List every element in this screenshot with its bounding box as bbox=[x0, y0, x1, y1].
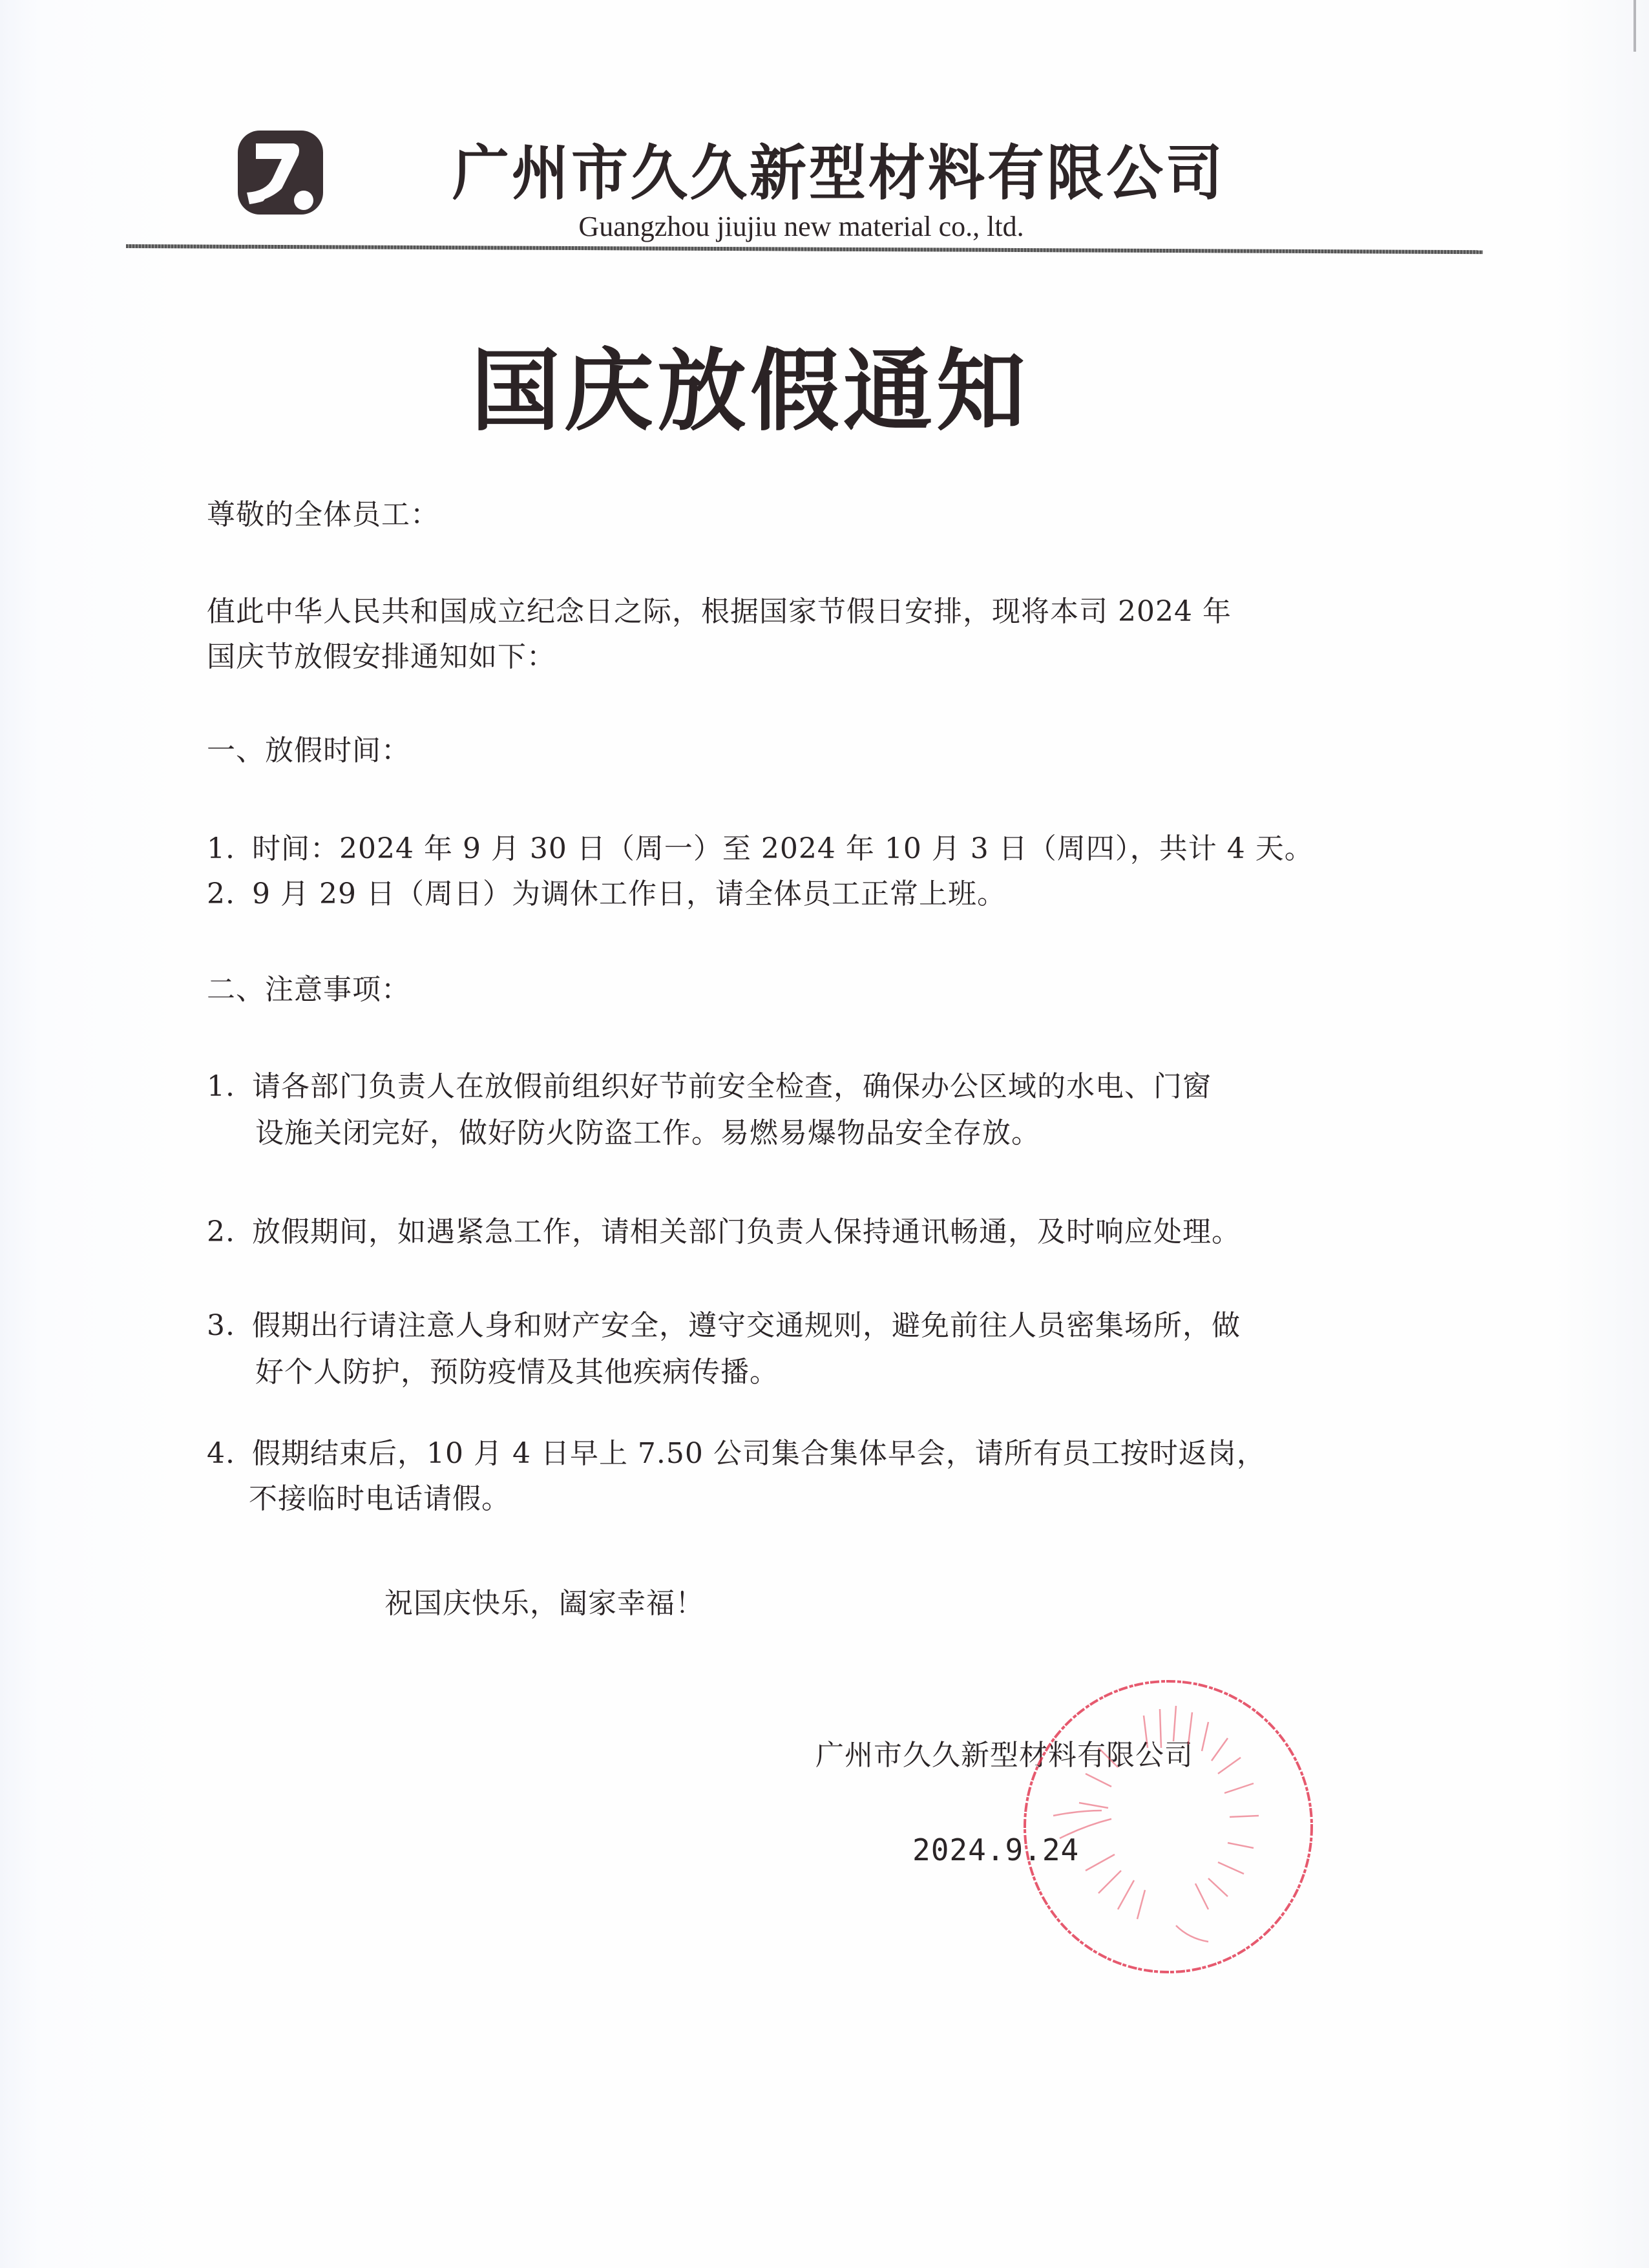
section-2-item-3-cont: 好个人防护，预防疫情及其他疾病传播。 bbox=[255, 1356, 779, 1389]
signature-company: 广州市久久新型材料有限公司 bbox=[815, 1739, 1193, 1772]
item-text: 请各部门负责人在放假前组织好节前安全检查，确保办公区域的水电、门窗 bbox=[252, 1070, 1212, 1103]
section-2-item-1-cont: 设施关闭完好，做好防火防盗工作。易燃易爆物品安全存放。 bbox=[255, 1117, 1040, 1150]
section-2-item-2 bbox=[207, 1215, 1241, 1248]
company-seal-icon bbox=[1014, 1677, 1318, 1980]
item-text: 假期出行请注意人身和财产安全，遵守交通规则，避免前往人员密集场所，做 bbox=[252, 1309, 1241, 1342]
section-2-heading: 二、注意事项： bbox=[207, 973, 410, 1006]
item-text: 9 月 29 日（周日）为调休工作日，请全体员工正常上班。 bbox=[252, 877, 1006, 910]
item-text: 假期结束后，10 月 4 日早上 7.50 公司集合集体早会，请所有员工按时返岗， bbox=[252, 1437, 1266, 1470]
section-2-item-4-cont: 不接临时电话请假。 bbox=[249, 1482, 510, 1515]
item-number: 1. bbox=[207, 1070, 235, 1103]
signature-date: 2024.9.24 bbox=[912, 1832, 1080, 1867]
item-text: 放假期间，如遇紧急工作，请相关部门负责人保持通讯畅通，及时响应处理。 bbox=[252, 1215, 1241, 1248]
item-number: 4. bbox=[207, 1437, 235, 1470]
intro-line-1: 值此中华人民共和国成立纪念日之际，根据国家节假日安排，现将本司 2024 年 bbox=[207, 595, 1232, 628]
scan-edge-mark bbox=[1633, 0, 1636, 52]
intro-line-2: 国庆节放假安排通知如下： bbox=[207, 640, 556, 673]
section-2-item-3 bbox=[207, 1309, 1241, 1342]
item-text: 时间：2024 年 9 月 30 日（周一）至 2024 年 10 月 3 日（周四），共计 4 天。 bbox=[252, 832, 1314, 865]
letterhead-company-name: 广州市久久新型材料有限公司 bbox=[452, 138, 1226, 208]
section-1-item-1 bbox=[207, 832, 1314, 865]
section-2-item-1 bbox=[207, 1070, 1212, 1103]
letterhead-company-name-english: Guangzhou jiujiu new material co., ltd. bbox=[578, 211, 1024, 242]
item-number: 1. bbox=[207, 832, 235, 865]
jiujiu-logo-icon bbox=[236, 129, 324, 216]
item-number: 2. bbox=[207, 1215, 235, 1248]
closing-wishes: 祝国庆快乐，阖家幸福！ bbox=[384, 1587, 704, 1620]
section-1-item-2 bbox=[207, 877, 1006, 910]
item-number: 3. bbox=[207, 1309, 235, 1342]
document-title-text: 国庆放假通知 bbox=[470, 338, 1029, 443]
document-title bbox=[0, 320, 1649, 448]
item-number: 2. bbox=[207, 877, 235, 910]
section-2-item-4 bbox=[207, 1437, 1266, 1470]
greeting: 尊敬的全体员工： bbox=[207, 498, 439, 531]
section-1-heading: 一、放假时间： bbox=[207, 734, 410, 767]
letterhead-divider bbox=[126, 244, 1483, 254]
